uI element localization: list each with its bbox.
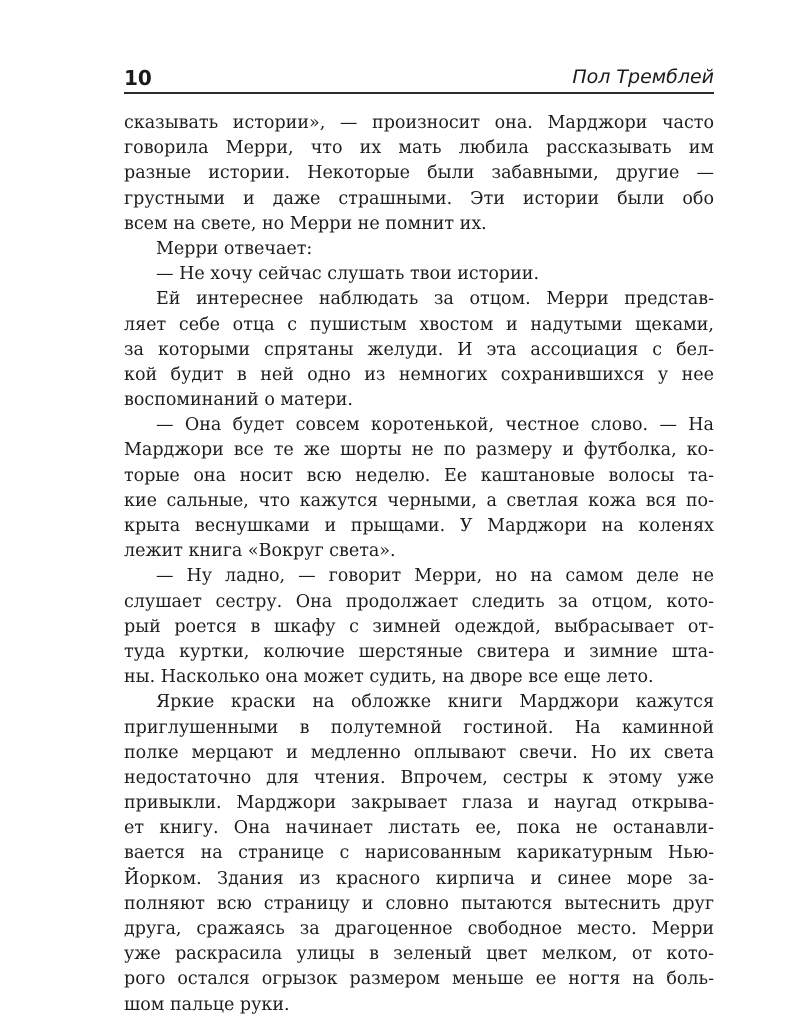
paragraph [124, 287, 714, 413]
paragraph [124, 413, 714, 564]
text-line: ляет себе отца с пушистым хвостом и надутыми щеками, [124, 314, 714, 335]
text-line: ет книгу. Она начинает листать ее, пока не останавли- [124, 818, 714, 839]
paragraph [124, 237, 714, 262]
text-line: недостаточно для чтения. Впрочем, сестры к этому уже [124, 767, 714, 788]
text-line: Ей интереснее наблюдать за отцом. Мерри представ- [156, 289, 714, 310]
text-line: вается на странице с нарисованным карикатурным Нью- [124, 843, 714, 864]
text-line: воспоминаний о матери. [124, 390, 353, 411]
text-line: разные истории. Некоторые были забавными, другие — [124, 163, 714, 184]
text-line: — Она будет совсем коротенькой, честное слово. — На [156, 415, 714, 436]
running-head-author: Пол Тремблей [572, 66, 714, 88]
text-line: сказывать истории», — произносит она. Марджори часто [124, 113, 714, 133]
text-line: Марджори все те же шорты не по размеру и футболка, ко- [124, 440, 714, 461]
text-line: кие сальные, что кажутся черными, а светлая кожа вся по- [124, 490, 714, 511]
text-line: грустными и даже страшными. Эти истории были обо [124, 188, 714, 209]
text-line: всем на свете, но Мерри не помнит их. [124, 213, 487, 234]
paragraph [124, 111, 714, 237]
text-line: — Ну ладно, — говорит Мерри, но на самом деле не [156, 566, 714, 587]
text-line: Мерри отвечает: [156, 238, 313, 259]
text-line: Йорком. Здания из красного кирпича и синее море за- [124, 868, 714, 889]
page-number: 10 [124, 66, 152, 90]
text-line: рый роется в шкафу с зимней одеждой, выбрасывает от- [124, 616, 714, 637]
body-text [124, 111, 714, 1018]
text-line: кой будит в ней одно из немногих сохранившихся у нее [124, 364, 714, 385]
text-line: полке мерцают и медленно оплывают свечи. Но их света [124, 742, 714, 763]
text-line: крыта веснушками и прыщами. У Марджори на коленях [124, 516, 714, 536]
text-line: друга, сражаясь за драгоценное свободное место. Мерри [124, 919, 714, 939]
text-line: привыкли. Марджори закрывает глаза и наугад открыва- [124, 793, 714, 814]
header-rule [124, 92, 714, 94]
text-line: Яркие краски на обложке книги Марджори кажутся [156, 692, 714, 713]
text-line: ны. Насколько она может судить, на дворе все еще лето. [124, 667, 654, 688]
text-line: — Не хочу сейчас слушать твои истории. [156, 264, 540, 285]
text-line: лежит книга «Вокруг света». [124, 541, 396, 562]
text-line: торые она носит всю неделю. Ее каштановые волосы та- [124, 465, 714, 486]
text-line: слушает сестру. Она продолжает следить за отцом, кото- [124, 591, 714, 612]
text-line: приглушенными в полутемной гостиной. На каминной [124, 717, 714, 738]
text-line: за которыми спрятаны желуди. И эта ассоциация с бел- [124, 339, 714, 360]
paragraph [124, 262, 714, 287]
text-line: уже раскрасила улицы в зеленый цвет мелком, от кото- [124, 944, 714, 965]
text-line: полняют всю страницу и словно пытаются вытеснить друг [124, 893, 714, 914]
text-line: шом пальце руки. [124, 994, 290, 1015]
text-line: туда куртки, колючие шерстяные свитера и зимние шта- [124, 641, 714, 662]
paragraph [124, 690, 714, 1017]
page-header [124, 64, 714, 90]
text-line: рого остался огрызок размером меньше ее ногтя на боль- [124, 969, 714, 990]
text-line: говорила Мерри, что их мать любила рассказывать им [124, 138, 714, 159]
paragraph [124, 564, 714, 690]
